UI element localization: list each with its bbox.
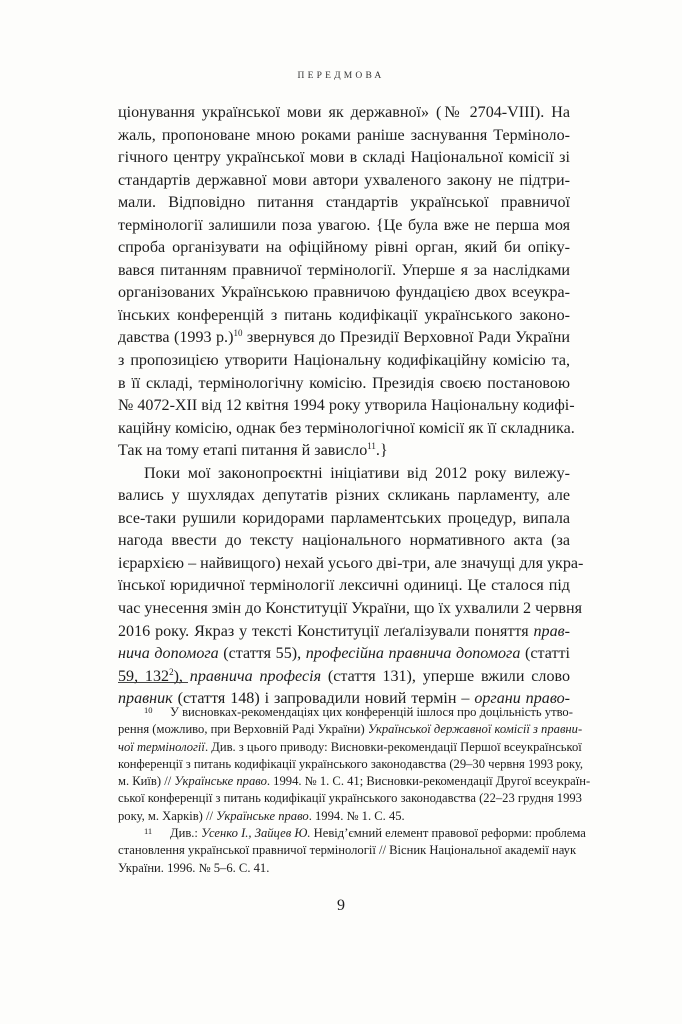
superscript: 2 <box>169 666 174 677</box>
footnote-line: 11 Див.: Усенко І., Зайцев Ю. Невід’ємний елемент правової реформи: проблема <box>144 826 586 841</box>
text-line: їнських конференцій з питань кодифікації українського законо- <box>118 306 570 324</box>
text-line: час унесення змін до Конституції України, що їх ухвалили 2 червня <box>118 600 583 618</box>
text-line: гічного центру української мови в складі Національної комісії зі <box>118 149 570 167</box>
text-line <box>118 643 570 666</box>
text-line: каційну комісію, однак без термінологічної комісії як її складника. <box>118 419 575 437</box>
main-text <box>118 102 584 711</box>
text-line <box>118 666 570 689</box>
italic-term: Українське право <box>216 808 309 823</box>
text-line: стандартів державної мови автори ухваленого закону не підтри- <box>118 171 570 189</box>
footnote-line <box>118 739 582 756</box>
text-line: жаль, пропоноване мною роками раніше заснування Терміноло- <box>118 126 570 144</box>
italic-term: прав- <box>533 622 570 640</box>
text-run: У висновках-рекомендаціях цих конференцій ішлося про доцільність утво- <box>170 705 573 719</box>
text-run: Так на тому етапі питання й зависло <box>118 442 368 460</box>
text-line: їнської юридичної термінології лексичні одиниці. Це сталося під <box>118 577 570 595</box>
footnotes <box>118 704 591 877</box>
text-line: ціонування української мови як державної» (№ 2704-VIII). На <box>118 104 570 121</box>
text-line <box>118 440 570 463</box>
text-run: Невід’ємний елемент правової реформи: проблема <box>310 826 586 841</box>
footnote-line <box>118 773 591 790</box>
text-line: Поки мої законопроєктні ініціативи від 2012 року вилежу- <box>144 464 570 482</box>
footnote-line: 10 У висновках-рекомендаціях цих конференцій ішлося про доцільність утво- <box>144 705 573 719</box>
text-run: (стаття 148) і запровадили новий термін – <box>172 690 475 708</box>
footnote-line: України. 1996. № 5–6. С. 41. <box>118 860 270 875</box>
text-run: року, м. Харків) // <box>118 808 217 823</box>
text-line: ієрархією – найвищого) нехай усього дві-три, але значущі для укра- <box>118 554 584 572</box>
italic-term: органи право- <box>474 690 570 708</box>
text-run: звернувся до Президії Верховної Ради України <box>242 329 570 347</box>
footnote-ref-10[interactable]: 10 <box>233 328 243 339</box>
text-line: все-таки рушили коридорами парламентських процедур, випала <box>118 509 570 527</box>
text-line <box>118 621 570 644</box>
italic-term: Української державної комісії з правни- <box>367 722 583 737</box>
text-run: (стаття 55), <box>218 645 306 663</box>
text-line: нагода ввести до тексту національного нормативного акта (за <box>118 532 570 550</box>
text-line: вались у шухлядах депутатів різних скликань парламенту, але <box>118 487 570 505</box>
footnote-line: становлення української правничої термінології // Вісник Національної академії наук <box>118 843 577 858</box>
text-line: організованих Українською правничою фундацією двох всеукра- <box>118 284 570 302</box>
text-run: .} <box>375 442 388 460</box>
text-run: 59, 132 <box>118 667 170 685</box>
text-line: № 4072-XII від 12 квітня 1994 року утворила Національну кодифі- <box>118 397 575 415</box>
text-run: 2016 року. Якраз у тексті Конституції леґалізували поняття <box>118 622 529 640</box>
footnote-line: конференції з питань кодифікації українського законодавства (29–30 червня 1993 року, <box>118 756 584 771</box>
footnote-11 <box>118 825 586 877</box>
text-run: (стаття 131), уперше вжили слово <box>321 667 571 685</box>
footnote-divider <box>118 682 188 683</box>
text-run: . 1994. № 1. С. 45. <box>308 808 405 823</box>
text-run: ), <box>173 667 190 685</box>
italic-term: професійна правнича допомога <box>305 645 521 663</box>
text-run: м. Київ) // <box>118 774 175 789</box>
footnote-line <box>118 808 570 825</box>
text-line: в її складі, термінологічну комісію. Президія своєю постановою <box>118 374 570 392</box>
text-line: спроба організувати на офіційному рівні орган, який би опіку- <box>118 239 570 257</box>
footnote-ref-11[interactable]: 11 <box>367 441 376 452</box>
footnote-10 <box>118 704 591 825</box>
italic-term: Українське право <box>174 774 267 789</box>
running-head: ПЕРЕДМОВА <box>297 71 385 81</box>
text-run: давства (1993 р.) <box>118 329 234 347</box>
italic-term: Усенко І., Зайцев Ю. <box>201 826 311 841</box>
footnote-line <box>118 721 583 738</box>
text-line: вався питанням правничої термінології. Уперше я за наслідками <box>118 261 570 279</box>
text-run: (статті <box>520 645 570 663</box>
text-line: мали. Відповідно питання стандартів української правничої <box>118 194 570 212</box>
text-run: . Див. з цього приводу: Висновки-рекомендації Першої всеукраїнської <box>204 739 582 754</box>
text-run: . 1994. № 1. С. 41; Висновки-рекомендації Другої всеукраїн- <box>266 774 591 789</box>
text-run: рення (можливо, при Верховній Раді України) <box>118 722 368 737</box>
text-line <box>118 327 570 350</box>
text-run: Див.: <box>170 826 202 841</box>
italic-term: чої термінології <box>118 739 205 754</box>
page-number: 9 <box>337 897 345 914</box>
footnote-line: ської конференції з питань кодифікації українського законодавства (22–23 грудня 1993 <box>118 791 582 806</box>
text-line: термінології залишили поза увагою. {Це була вже не перша моя <box>118 216 570 234</box>
paragraph-2 <box>118 463 584 711</box>
italic-term: правник <box>118 690 173 708</box>
paragraph-1 <box>118 102 575 463</box>
italic-term: правнича професія <box>189 667 322 685</box>
italic-term: нича допомога <box>118 645 219 663</box>
text-line: з пропозицією утворити Національну кодифікаційну комісію та, <box>118 352 570 370</box>
